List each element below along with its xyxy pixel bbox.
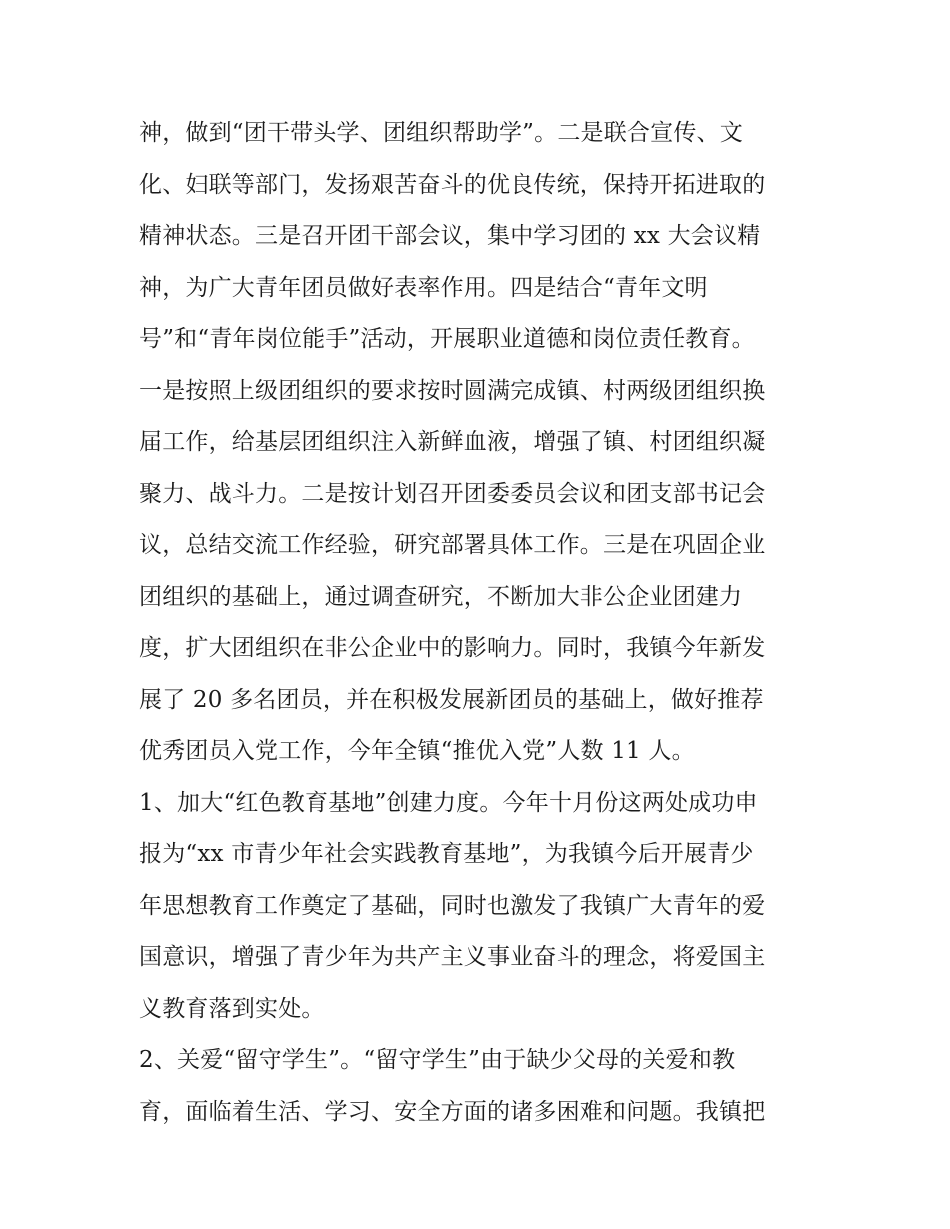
text-line: 国意识，增强了青少年为共产主义事业奋斗的理念，将爱国主: [139, 944, 766, 970]
text-line: 度，扩大团组织在非公企业中的影响力。同时，我镇今年新发: [139, 635, 766, 661]
text-line: 届工作，给基层团组织注入新鲜血液，增强了镇、村团组织凝: [139, 429, 766, 455]
text-line: 一是按照上级团组织的要求按时圆满完成镇、村两级团组织换: [139, 377, 766, 404]
list-item-1-line: 1、加大“红色教育基地”创建力度。今年十月份这两处成功申: [139, 789, 758, 816]
text-line: 聚力、战斗力。二是按计划召开团委委员会议和团支部书记会: [139, 480, 766, 507]
body-text: [139, 108, 819, 1138]
text-line: 育，面临着生活、学习、安全方面的诸多困难和问题。我镇把: [139, 1098, 766, 1125]
text-line: 议，总结交流工作经验，研究部署具体工作。三是在巩固企业: [139, 532, 766, 558]
text-line: 化、妇联等部门，发扬艰苦奋斗的优良传统，保持开拓进取的: [139, 171, 766, 198]
text-line: 精神状态。三是召开团干部会议，集中学习团的 xx 大会议精: [139, 223, 761, 249]
text-line: 优秀团员入党工作，今年全镇“推优入党”人数 11 人。: [139, 738, 695, 764]
list-item-2-line: 2、关爱“留守学生”。“留守学生”由于缺少父母的关爱和教: [139, 1047, 736, 1073]
text-line: 号”和“青年岗位能手”活动，开展职业道德和岗位责任教育。: [139, 326, 755, 352]
text-line: 年思想教育工作奠定了基础，同时也激发了我镇广大青年的爱: [139, 892, 766, 919]
text-line: 义教育落到实处。: [139, 995, 325, 1022]
text-line: 神，做到“团干带头学、团组织帮助学”。二是联合宣传、文: [139, 120, 743, 146]
text-line: 神，为广大青年团员做好表率作用。四是结合“青年文明: [139, 274, 708, 301]
text-line: 展了 20 多名团员，并在积极发展新团员的基础上，做好推荐: [139, 686, 764, 713]
text-line: 团组织的基础上，通过调查研究，不断加大非公企业团建力: [139, 583, 743, 610]
text-line: 报为“xx 市青少年社会实践教育基地”，为我镇今后开展青少: [139, 841, 754, 867]
